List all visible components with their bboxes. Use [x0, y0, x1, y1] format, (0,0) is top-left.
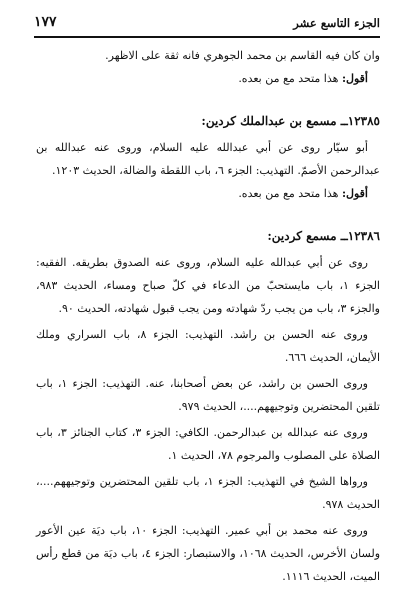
- entry-paragraph: وروى الحسن بن راشد، عن بعض أصحابنا، عنه. التهذيب: الجزء ١، باب تلقين المحتضرين وتوجيههم....، الحديث ٩٧٩.: [36, 377, 380, 413]
- aqul-label: أقول:: [341, 187, 368, 200]
- aqul-text: هذا متحد مع من بعده.: [238, 187, 342, 200]
- running-title: الجزء التاسع عشر: [293, 16, 380, 30]
- aqul-label: أقول:: [341, 72, 368, 85]
- entry-gap: [36, 90, 380, 110]
- aqul-note: [36, 182, 380, 205]
- entry-heading-12386: ١٢٣٨٦ــ مسمع كردين:: [267, 229, 380, 243]
- entry-gap: [36, 205, 380, 225]
- entry-heading-12385: ١٢٣٨٥ــ مسمع بن عبدالملك كردين:: [201, 114, 380, 128]
- continuation-line: وان كان فيه القاسم بن محمد الجوهري فانه ثقة على الاظهر.: [105, 49, 380, 62]
- entry-paragraph: ورواها الشيخ في التهذيب: الجزء ١، باب تلقين المحتضرين وتوجيههم....، الحديث ٩٧٨.: [36, 475, 380, 511]
- page-body: [36, 44, 380, 588]
- entry-paragraph: وروى عنه عبدالله بن عبدالرحمن. الكافي: الجزء ٣، كتاب الجنائز ٣، باب الصلاة على المصلوب والمرجوم ٧٨، الحديث ١.: [36, 426, 380, 462]
- entry-paragraph: روى عن أبي عبدالله عليه السلام، وروى عنه الصدوق بطريقه. الفقيه: الجزء ١، باب مايستحبّ من الدعاء في كلّ صباح ومساء، الحديث ٩٨٣، والجزء ٣، باب من يجب ردّ شهادته ومن يجب قبول شهادته، الحديث ٩٠.: [36, 256, 380, 315]
- aqul-text: هذا متحد مع من بعده.: [238, 72, 342, 85]
- aqul-note: [36, 67, 380, 90]
- entry-paragraph: وروى عنه محمد بن أبي عمير. التهذيب: الجزء ١٠، باب ديَة عين الأعور ولسان الأخرس، الحديث ١٠٦٨، والاستبصار: الجزء ٤، باب ديَة من قطع رأس الميت، الحديث ١١١٦.: [36, 524, 381, 583]
- page-number: ١٧٧: [34, 14, 57, 30]
- entry-paragraph: وروى عنه الحسن بن راشد. التهذيب: الجزء ٨، باب السراري وملك الأيمان، الحديث ٦٦٦.: [36, 328, 380, 364]
- entry-body: أبو سيّار روى عن أبي عبدالله عليه السلام، وروى عنه عبدالله بن عبدالرحمن الأصمّ. التهذيب: الجزء ٦، باب اللقطة والضالة، الحديث ١٢٠٣.: [36, 141, 380, 177]
- page-header: [34, 14, 380, 38]
